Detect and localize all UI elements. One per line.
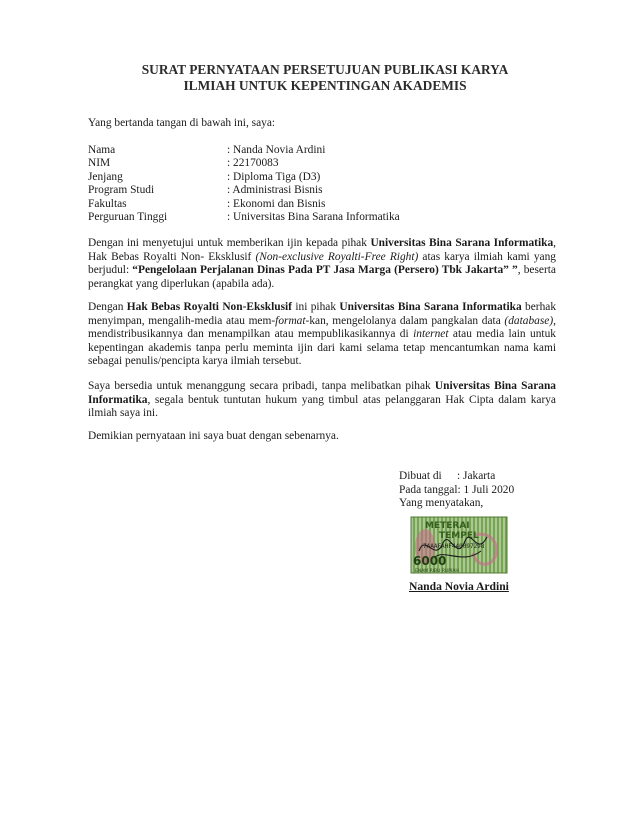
identity-value: : Diploma Tiga (D3) bbox=[227, 170, 321, 183]
declarant-row bbox=[399, 497, 514, 511]
paragraph-consent bbox=[88, 237, 556, 291]
p1-thesis-title: “Pengelolaan Perjalanan Dinas Pada PT Jasa Marga (Persero) Tbk Jakarta” ” bbox=[132, 264, 518, 277]
revenue-stamp bbox=[405, 513, 513, 577]
identity-value: : Universitas Bina Sarana Informatika bbox=[227, 210, 400, 223]
p2-format: format bbox=[275, 314, 306, 327]
identity-row-nim bbox=[88, 157, 400, 170]
paragraph-closing: Demikian pernyataan ini saya buat dengan sebenarnya. bbox=[88, 430, 339, 442]
stamp-value: 6000 bbox=[413, 554, 447, 568]
p1-right-term: (Non-exclusive Royalti-Free Right) bbox=[255, 250, 419, 263]
p2-text-k: atau media lain untuk kepentingan akademis tanpa perlu meminta ijin dari kami selama tetap mencantumkan nama kami sebagai penulis/pencipta karya ilmiah tersebut. bbox=[88, 328, 556, 368]
declarant-label: Yang menyatakan, bbox=[399, 497, 484, 510]
made-at-value: : Jakarta bbox=[457, 470, 496, 482]
date-label: Pada tanggal bbox=[399, 483, 458, 496]
p1-text-a: Dengan ini menyetujui untuk memberikan ijin kepada pihak bbox=[88, 237, 371, 249]
p3-text-a: Saya bersedia untuk menanggung secara pribadi, tanpa melibatkan pihak bbox=[88, 380, 435, 392]
p2-institution: Universitas Bina Sarana Informatika bbox=[339, 301, 522, 313]
identity-value: : 22170083 bbox=[227, 157, 279, 170]
p2-text-g: -kan, mengelolanya dalam pangkalan data bbox=[305, 314, 505, 327]
title-line-2: ILMIAH UNTUK KEPENTINGAN AKADEMIS bbox=[183, 78, 467, 93]
p1-institution: Universitas Bina Sarana Informatika bbox=[370, 237, 554, 249]
signer-name: Nanda Novia Ardini bbox=[409, 580, 509, 593]
paragraph-rights bbox=[88, 301, 556, 369]
made-at-row bbox=[399, 470, 514, 484]
identity-value: : Ekonomi dan Bisnis bbox=[227, 197, 326, 210]
signature-block bbox=[399, 470, 514, 511]
made-at-label: Dibuat di bbox=[399, 470, 442, 482]
stamp-currency: ENAM RIBU RUPIAH bbox=[415, 569, 459, 574]
identity-label: NIM bbox=[88, 157, 111, 170]
p2-database: (database) bbox=[504, 314, 554, 327]
identity-row-nama bbox=[88, 144, 400, 157]
title-line-1: SURAT PERNYATAAN PERSETUJUAN PUBLIKASI KARYA bbox=[141, 62, 509, 77]
identity-label: Nama bbox=[88, 144, 116, 156]
p1-text-e: atas karya ilmiah kami yang berjudul: bbox=[88, 250, 556, 277]
identity-label: Jenjang bbox=[88, 170, 123, 183]
document-title bbox=[60, 62, 590, 94]
identity-value: : Nanda Novia Ardini bbox=[227, 144, 326, 156]
identity-row-fakultas bbox=[88, 198, 400, 211]
p2-text-c: ini pihak bbox=[291, 301, 340, 313]
date-row bbox=[399, 484, 514, 498]
stamp-line1: METERAI bbox=[425, 521, 470, 531]
identity-label: Fakultas bbox=[88, 197, 127, 210]
stamp-line2: TEMPEL bbox=[439, 531, 479, 541]
stamp-serial: 7AAAFAHF440097298 bbox=[423, 543, 485, 550]
intro-text: Yang bertanda tangan di bawah ini, saya: bbox=[88, 117, 276, 129]
p2-internet: internet bbox=[413, 328, 449, 341]
p1-text-g: , beserta perangkat yang diperlukan (apabila ada). bbox=[88, 264, 556, 290]
identity-row-program-studi bbox=[88, 184, 400, 197]
p2-text-e: berhak menyimpan, mengalih-media atau mem- bbox=[88, 301, 557, 327]
p3-text-c: , segala bentuk tuntutan hukum yang timbul atas pelanggaran Hak Cipta dalam karya ilmiah saya ini. bbox=[88, 393, 556, 420]
identity-table bbox=[88, 144, 400, 224]
identity-label: Program Studi bbox=[88, 184, 155, 197]
identity-value: : Administrasi Bisnis bbox=[227, 184, 323, 197]
p3-institution: Universitas Bina Sarana Informatika bbox=[88, 380, 556, 406]
p2-text-i: , mendistribusikannya dan menampilkan atau mempublikasikannya di bbox=[88, 314, 556, 341]
paragraph-liability bbox=[88, 380, 556, 421]
identity-row-perguruan-tinggi bbox=[88, 211, 400, 224]
p2-right-term: Hak Bebas Royalti Non-Eksklusif bbox=[126, 301, 292, 313]
identity-label: Perguruan Tinggi bbox=[88, 210, 168, 223]
date-value: : 1 Juli 2020 bbox=[457, 483, 515, 496]
p1-text-c: , Hak Bebas Royalti Non- Eksklusif bbox=[88, 237, 556, 263]
identity-row-jenjang bbox=[88, 171, 400, 184]
revenue-stamp-graphic bbox=[405, 513, 513, 577]
p2-text-a: Dengan bbox=[88, 301, 127, 313]
